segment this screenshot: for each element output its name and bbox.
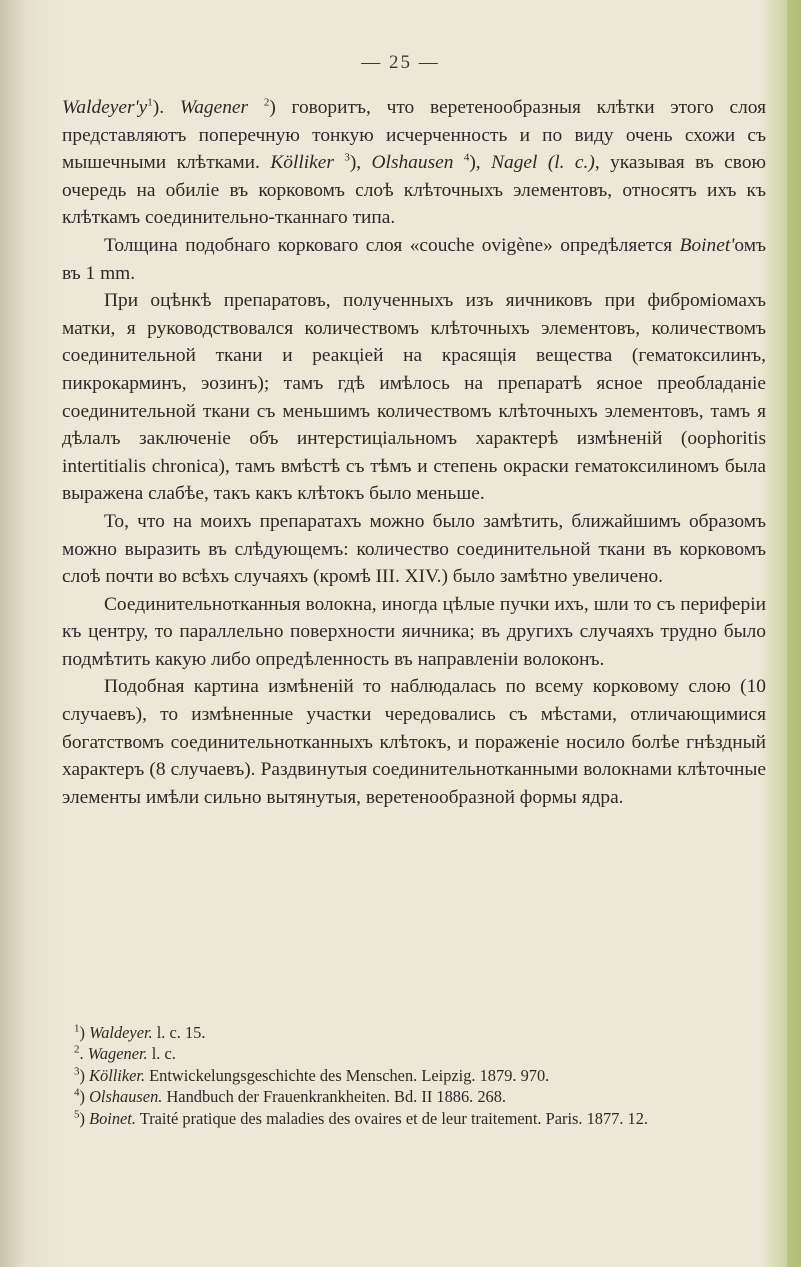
body-text — [62, 94, 766, 811]
text-run: ), — [469, 152, 492, 174]
text-run: ). — [152, 97, 180, 118]
footnote-text: Handbuch der Frauenkrankheiten. Bd. II 1886. 268. — [162, 1087, 507, 1107]
footnote-5 — [62, 1108, 766, 1129]
footnote-number: 3 — [74, 1065, 80, 1078]
footnote-ref: 2 — [263, 96, 270, 109]
text-run: омъ въ 1 mm. — [62, 234, 766, 284]
text-run: Соединительнотканныя волокна, иногда цѣлые пучки ихъ, шли то съ периферіи къ центру, то параллельно поверхности яичника; въ другихъ случаяхъ трудно было подмѣтить какую либо опредѣленность въ направленіи волоконъ. — [62, 593, 766, 670]
page-edge-stain — [787, 0, 801, 1267]
footnote-author: Olshausen. — [89, 1087, 163, 1107]
paragraph-1 — [62, 94, 766, 232]
paragraph-3 — [62, 287, 766, 508]
footnote-ref: 4 — [463, 151, 470, 164]
footnote-text: l. c. — [147, 1044, 176, 1064]
footnote-3 — [62, 1065, 766, 1086]
footnote-ref: 3 — [344, 151, 350, 164]
paragraph-6 — [62, 673, 766, 811]
paragraph-4 — [62, 508, 766, 591]
paragraph-2 — [62, 232, 766, 287]
text-run: , указывая въ свою очередь на обиліе въ корковомъ слоѣ клѣточныхъ элементовъ, относятъ ихъ къ клѣткамъ соединительно-тканнаго типа. — [62, 152, 766, 229]
footnote-author: Wagener. — [87, 1044, 148, 1064]
italic-name: Waldeyer'y — [62, 97, 148, 118]
italic-name: Boinet' — [679, 234, 735, 256]
text-run — [453, 152, 463, 173]
footnote-text: Entwickelungsgeschichte des Menschen. Leipzig. 1879. 970. — [145, 1065, 550, 1085]
text-run — [248, 97, 264, 118]
footnote-text: Traité pratique des maladies des ovaires et de leur traitement. Paris. 1877. 12. — [135, 1108, 649, 1128]
footnote-separator: ) — [79, 1023, 90, 1042]
text-run: Подобная картина измѣненій то наблюдалась по всему корковому слою (10 случаевъ), то измѣненные участки чередовались съ мѣстами, отличающимися богатствомъ соединительнотканныхъ клѣтокъ, и пораженіе носило болѣе гнѣздный характеръ (8 случаевъ). Раздвинутыя соединительнотканными волокнами клѣточные элементы имѣли сильно вытянутыя, веретенообразной формы ядра. — [62, 676, 766, 808]
italic-name: Olshausen — [371, 152, 454, 174]
footnote-author: Kölliker. — [89, 1065, 146, 1085]
footnote-separator: ) — [79, 1065, 90, 1085]
text-run: ) говоритъ, что веретенообразныя клѣтки этого слоя представляютъ поперечную тонкую исчерченность и по виду очень схожи съ мышечными клѣтками. — [62, 97, 766, 174]
text-run: Толщина подобнаго корковаго слоя «couche ovigène» опредѣляется — [104, 234, 680, 256]
footnote-2 — [62, 1043, 766, 1064]
footnote-separator: ) — [79, 1087, 90, 1107]
italic-name: Nagel (l. c.) — [491, 152, 595, 174]
italic-name: Wagener — [179, 97, 249, 118]
footnote-1 — [62, 1022, 766, 1043]
text-run: При оцѣнкѣ препаратовъ, полученныхъ изъ яичниковъ при фибромiомахъ матки, я руководствовался количествомъ клѣточныхъ элементовъ, количествомъ соединительной ткани и реакціей на красящія вещества (гематоксилинъ, пикрокарминъ, эозинъ); тамъ гдѣ имѣлось на препаратѣ ясное преобладаніе соединительной ткани съ меньшимъ количествомъ клѣточныхъ элементовъ, тамъ я дѣлалъ заключеніе объ интерстиціальномъ характерѣ измѣненій (oophoritis intertitialis chronica), тамъ вмѣстѣ съ тѣмъ и степень окраски гематоксилиномъ была выражена слабѣе, такъ какъ клѣтокъ было меньше. — [62, 290, 766, 505]
footnote-ref: 1 — [147, 96, 153, 109]
footnote-number: 2 — [74, 1043, 80, 1056]
footnote-author: Boinet. — [89, 1108, 136, 1128]
footnote-4 — [62, 1086, 766, 1107]
footnote-number: 4 — [74, 1086, 80, 1099]
text-run — [334, 152, 344, 173]
footnote-text: l. c. 15. — [152, 1023, 206, 1042]
text-run: ), — [349, 152, 372, 174]
footnote-separator: ) — [79, 1108, 90, 1128]
footnote-author: Waldeyer. — [89, 1023, 153, 1042]
footnote-separator: . — [79, 1044, 88, 1064]
footnotes — [62, 1022, 766, 1129]
footnote-number: 5 — [74, 1108, 80, 1121]
page-number: — 25 — — [361, 52, 440, 73]
paragraph-5 — [62, 591, 766, 674]
italic-name: Kölliker — [270, 152, 334, 174]
footnote-number: 1 — [74, 1022, 80, 1035]
text-run: То, что на моихъ препаратахъ можно было замѣтить, ближайшимъ образомъ можно выразить въ слѣдующемъ: количество соединительной ткани въ корковомъ слоѣ почти во всѣхъ случаяхъ (кромѣ III. XIV.) было замѣтно увеличено. — [62, 510, 766, 588]
